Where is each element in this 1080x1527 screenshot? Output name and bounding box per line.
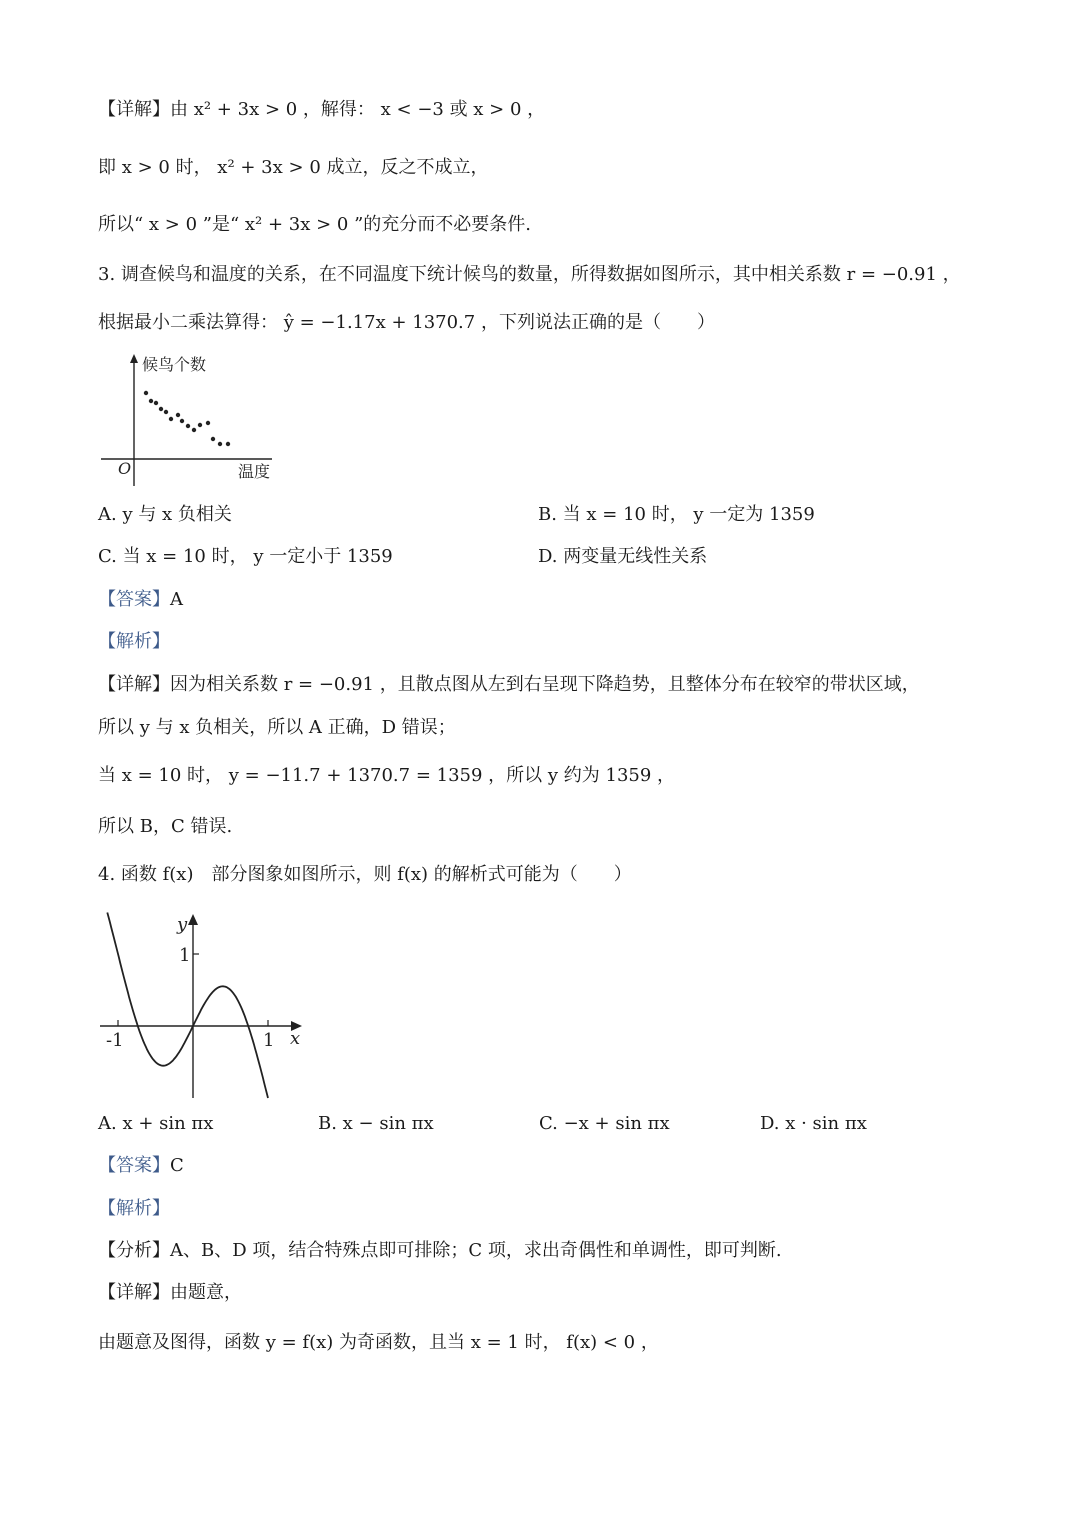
- function-graph-figure: [96, 908, 316, 1104]
- scatter-point: [192, 428, 196, 432]
- graph-y-tick-label: 1: [179, 945, 191, 966]
- q4-option-a[interactable]: A. x + sin πx: [98, 1113, 214, 1134]
- q4-fenxi: 【分析】A、B、D 项，结合特殊点即可排除；C 项，求出奇偶性和单调性，即可判断.: [98, 1240, 782, 1261]
- scatter-point: [218, 442, 222, 446]
- q4-detail-2: 由题意及图得，函数 y = f(x) 为奇函数，且当 x = 1 时， f(x) < 0 ，: [98, 1332, 659, 1353]
- scatter-point: [226, 442, 230, 446]
- scatter-point: [144, 391, 148, 395]
- q4-option-b[interactable]: B. x − sin πx: [318, 1113, 434, 1134]
- q3-answer-row: [98, 588, 183, 612]
- scatter-point: [154, 401, 158, 405]
- q3-option-a[interactable]: A. y 与 x 负相关: [98, 504, 232, 525]
- q4-option-c[interactable]: C. −x + sin πx: [539, 1113, 670, 1134]
- detail-line-1: 【详解】由 x² + 3x > 0 ，解得： x < −3 或 x > 0 ，: [98, 99, 546, 120]
- answer-tag: 【答案】: [98, 589, 170, 610]
- graph-x-tick-1-label: 1: [263, 1030, 275, 1051]
- q3-option-d[interactable]: D. 两变量无线性关系: [538, 546, 708, 567]
- q3-detail-4: 所以 B，C 错误.: [98, 816, 233, 837]
- y-axis-arrow-icon: [188, 914, 198, 925]
- scatter-point: [169, 417, 173, 421]
- scatter-points: [144, 391, 230, 446]
- function-curve: [107, 913, 268, 1099]
- scatter-y-label: 候鸟个数: [142, 355, 207, 374]
- analysis-tag: 【解析】: [98, 631, 170, 652]
- q3-detail-2: 所以 y 与 x 负相关，所以 A 正确，D 错误；: [98, 717, 456, 738]
- q4-detail-1: 【详解】由题意，: [98, 1282, 242, 1303]
- answer-tag: 【答案】: [98, 1155, 170, 1176]
- question-3-line-2: 根据最小二乘法算得： ŷ = −1.17x + 1370.7 ，下列说法正确的是（ ）: [98, 312, 715, 333]
- scatter-point: [159, 407, 163, 411]
- q3-detail-1: 【详解】因为相关系数 r = −0.91 ，且散点图从左到右呈现下降趋势，且整体分布在较窄的带状区域，: [98, 674, 920, 695]
- scatter-origin-label: O: [118, 459, 132, 478]
- answer-value: C: [170, 1155, 184, 1176]
- scatter-point: [176, 413, 180, 417]
- scatter-x-label: 温度: [238, 462, 271, 481]
- scatter-point: [206, 421, 210, 425]
- q3-option-b[interactable]: B. 当 x = 10 时， y 一定为 1359: [538, 504, 815, 525]
- answer-value: A: [170, 589, 183, 610]
- analysis-tag: 【解析】: [98, 1198, 170, 1219]
- graph-x-tick-minus-1-label: -1: [106, 1030, 124, 1051]
- q3-detail-3: 当 x = 10 时， y = −11.7 + 1370.7 = 1359 ，所以 y 约为 1359 ，: [98, 765, 676, 786]
- graph-x-label: x: [290, 1028, 301, 1049]
- scatter-point: [149, 399, 153, 403]
- scatter-point: [164, 410, 168, 414]
- scatter-point: [180, 419, 184, 423]
- scatter-point: [198, 423, 202, 427]
- y-axis-arrow-icon: [130, 354, 138, 363]
- q4-answer-row: [98, 1154, 184, 1178]
- question-3-line-1: 3. 调查候鸟和温度的关系，在不同温度下统计候鸟的数量，所得数据如图所示，其中相关系数 r = −0.91 ，: [98, 264, 961, 285]
- detail-line-3: 所以“ x > 0 ”是“ x² + 3x > 0 ”的充分而不必要条件.: [98, 214, 532, 235]
- scatter-point: [186, 424, 190, 428]
- graph-y-label: y: [177, 914, 188, 935]
- q3-option-c[interactable]: C. 当 x = 10 时， y 一定小于 1359: [98, 546, 393, 567]
- scatter-point: [211, 437, 215, 441]
- scatter-plot-figure: [96, 348, 286, 488]
- q4-option-d[interactable]: D. x · sin πx: [760, 1113, 867, 1134]
- detail-line-2: 即 x > 0 时， x² + 3x > 0 成立，反之不成立，: [98, 157, 489, 178]
- question-4-line: 4. 函数 f(x) 部分图象如图所示，则 f(x) 的解析式可能为（ ）: [98, 864, 632, 885]
